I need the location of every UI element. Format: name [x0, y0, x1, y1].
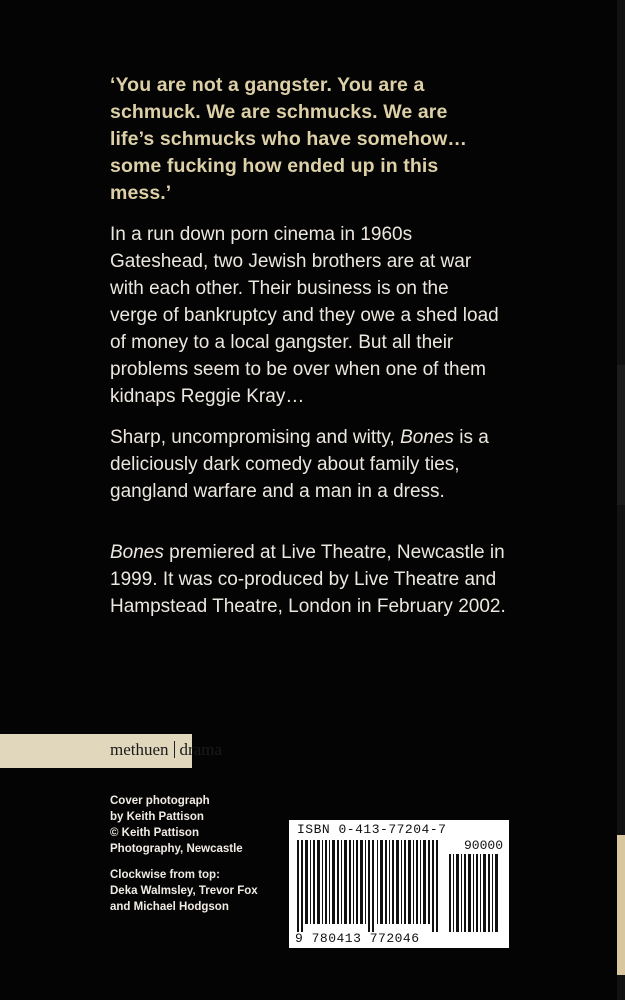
quote-line: ‘You are not a gangster. You are a [110, 74, 425, 96]
spine-edge-strip [617, 365, 625, 505]
play-title: Bones [400, 427, 454, 448]
premiere-line: 1999. It was co-produced by Live Theatre and [110, 569, 497, 590]
price-addon-text: 90000 [463, 838, 503, 853]
praise-text: is a [453, 427, 489, 448]
credit-line: © Keith Pattison [110, 827, 199, 839]
quote-line: schmuck. We are schmucks. We are [110, 101, 448, 123]
synopsis-line: In a run down porn cinema in 1960s [110, 224, 413, 245]
praise-text: Sharp, uncompromising and witty, [110, 427, 401, 448]
photo-credit [110, 793, 260, 857]
spine-edge-strip-light [617, 835, 625, 975]
praise-line: deliciously dark comedy about family ties, [110, 454, 460, 475]
synopsis-line: problems seem to be over when one of them [110, 359, 486, 380]
play-title: Bones [110, 542, 164, 563]
synopsis-line: of money to a local gangster. But all their [110, 332, 454, 353]
credit-line: Photography, Newcastle [110, 843, 243, 855]
synopsis-line: Gateshead, two Jewish brothers are at war [110, 251, 472, 272]
publisher-name: methuen [110, 740, 169, 759]
barcode-bars [293, 840, 505, 932]
quote-line: mess.’ [110, 182, 172, 204]
synopsis-line: verge of bankruptcy and they owe a shed load [110, 305, 499, 326]
isbn-text: ISBN 0-413-77204-7 [297, 822, 447, 837]
publisher-logo [110, 740, 222, 760]
premiere-note [110, 539, 550, 620]
publisher-divider [174, 741, 175, 758]
quote-line: life’s schmucks who have somehow… [110, 128, 467, 150]
quote-line: some fucking how ended up in this [110, 155, 439, 177]
cover-credits [110, 793, 260, 925]
credit-line: by Keith Pattison [110, 811, 204, 823]
synopsis-line: kidnaps Reggie Kray… [110, 386, 305, 407]
cast-credit [110, 867, 260, 915]
premiere-text: premiered at Live Theatre, Newcastle in [163, 542, 505, 563]
synopsis-line: with each other. Their business is on the [110, 278, 449, 299]
blurb [110, 72, 550, 634]
credit-line: Cover photograph [110, 795, 210, 807]
credit-line: Deka Walmsley, Trevor Fox [110, 885, 258, 897]
credit-line: Clockwise from top: [110, 869, 220, 881]
synopsis [110, 221, 550, 410]
pull-quote [110, 72, 550, 207]
premiere-line: Hampstead Theatre, London in February 2002. [110, 596, 506, 617]
praise [110, 424, 550, 505]
ean-text: 9 780413 772046 [295, 931, 420, 946]
credit-line: and Michael Hodgson [110, 901, 229, 913]
praise-line: gangland warfare and a man in a dress. [110, 481, 445, 502]
barcode [289, 820, 509, 948]
publisher-imprint: drama [179, 740, 223, 759]
